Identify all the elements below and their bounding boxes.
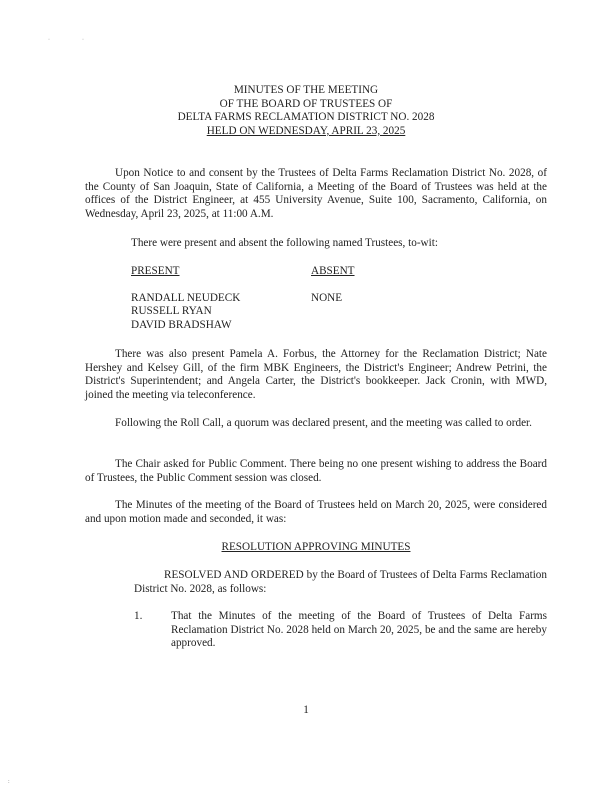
absent-trustee: NONE xyxy=(311,292,343,304)
resolved-paragraph: RESOLVED AND ORDERED by the Board of Trustees of Delta Farms Reclamation District No. 2028, as follows: xyxy=(134,569,547,595)
absent-heading: ABSENT xyxy=(311,265,355,277)
present-trustee: RANDALL NEUDECK xyxy=(131,292,241,304)
present-trustee: RUSSELL RYAN xyxy=(131,305,212,317)
also-present-paragraph: There was also present Pamela A. Forbus, the Attorney for the Reclamation District; Nate Hershey and Kelsey Gill, of the firm MBK Engineers, the District's Engineer; Andrew Petrini, the District's Superintendent; and Angela Carter, the District's bookkeeper. Jack Cronin, with MWD, joined the meeting via teleconference. xyxy=(85,348,547,401)
present-trustee: DAVID BRADSHAW xyxy=(131,319,232,331)
resolution-heading: RESOLUTION APPROVING MINUTES xyxy=(221,541,411,553)
document-header xyxy=(120,84,492,138)
item-1-text: That the Minutes of the meeting of the Board of Trustees of Delta Farms Reclamation District No. 2028 held on March 20, 2025, be and the same are hereby approved. xyxy=(171,610,547,650)
minutes-paragraph: The Minutes of the meeting of the Board of Trustees held on March 20, 2025, were considered and upon motion made and seconded, it was: xyxy=(85,499,547,525)
page-number: 1 xyxy=(303,704,309,716)
header-line-1: MINUTES OF THE MEETING xyxy=(233,84,379,96)
header-line-2: OF THE BOARD OF TRUSTEES OF xyxy=(219,97,393,110)
present-heading: PRESENT xyxy=(131,265,180,277)
header-line-4: HELD ON WEDNESDAY, APRIL 23, 2025 xyxy=(206,124,406,137)
roll-call-paragraph: Following the Roll Call, a quorum was declared present, and the meeting was called to order. xyxy=(115,417,532,429)
item-number: 1. xyxy=(134,610,143,622)
header-line-3: DELTA FARMS RECLAMATION DISTRICT NO. 2028 xyxy=(177,111,435,124)
scan-speck: : xyxy=(8,779,10,785)
present-intro: There were present and absent the following named Trustees, to-wit: xyxy=(131,237,438,249)
notice-paragraph: Upon Notice to and consent by the Trustees of Delta Farms Reclamation District No. 2028, of the County of San Joaquin, State of California, a Meeting of the Board of Trustees was held at the offices of the District Engineer, at 455 University Avenue, Suite 100, Sacramento, California, on Wednesday, April 23, 2025, at 11:00 A.M. xyxy=(85,167,547,220)
public-comment-paragraph: The Chair asked for Public Comment. There being no one present wishing to address the Board of Trustees, the Public Comment session was closed. xyxy=(85,458,547,484)
scan-speck: · xyxy=(82,37,84,43)
scan-speck: · xyxy=(48,37,50,43)
